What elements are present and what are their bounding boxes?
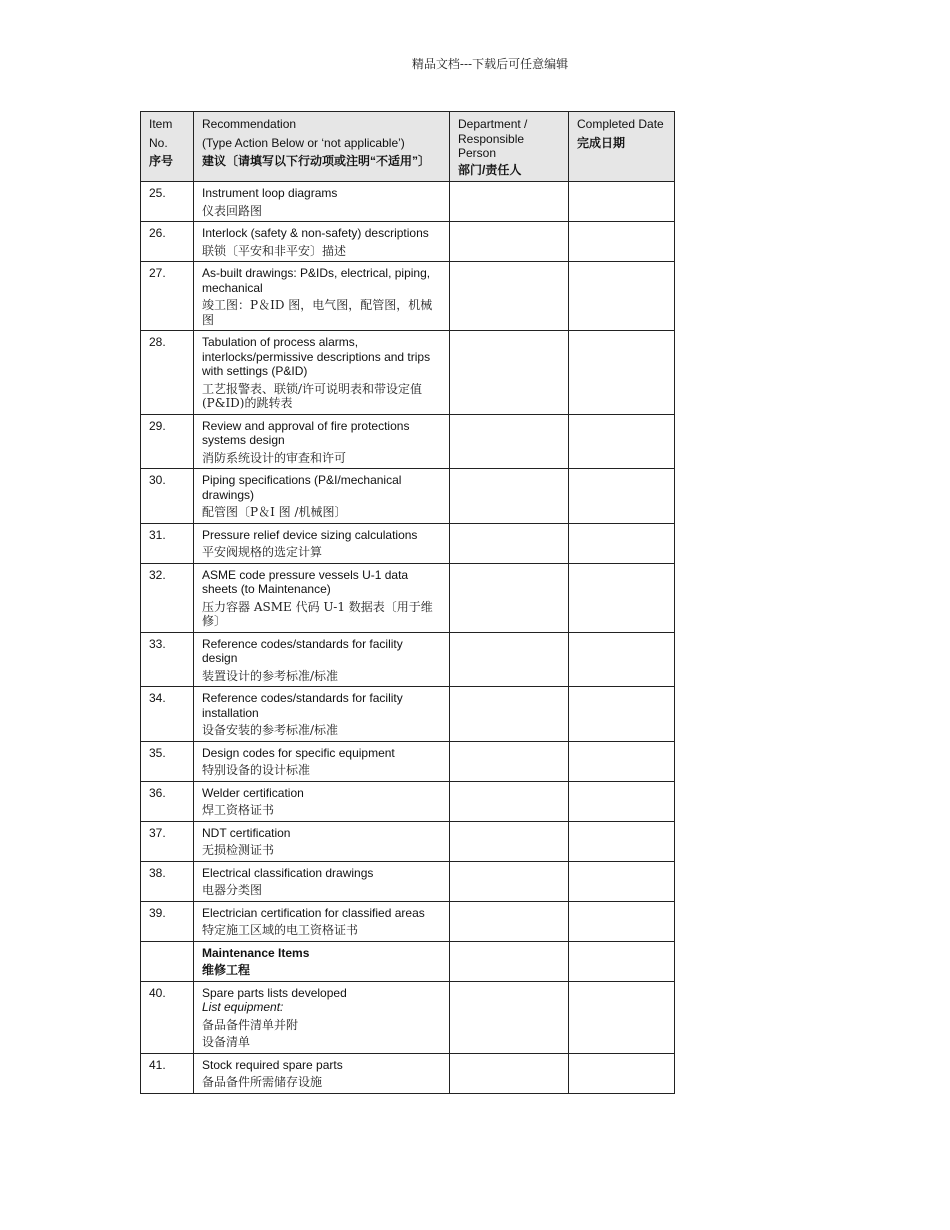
completed-date-cell[interactable] — [569, 632, 675, 687]
recommendation-text-en: As-built drawings: P&IDs, electrical, piping, mechanical — [202, 266, 431, 295]
item-no-cell — [141, 182, 194, 222]
item-number: 34. — [149, 691, 166, 705]
section-title-en: Maintenance Items — [202, 945, 310, 960]
recommendation-text-cn: 装置设计的参考标准/标准 — [202, 668, 339, 683]
recommendation-text-en: Electrical classification drawings — [202, 865, 374, 880]
header-completed-date — [569, 112, 675, 182]
department-cell[interactable] — [450, 469, 569, 524]
department-cell[interactable] — [450, 414, 569, 469]
item-no-cell — [141, 632, 194, 687]
department-cell[interactable] — [450, 901, 569, 941]
item-number: 39. — [149, 905, 166, 920]
header-recommendation-note: (Type Action Below or ‘not applicable’) — [202, 135, 405, 150]
recommendation-text-cn: 设备安装的参考标准/标准 — [202, 723, 339, 737]
recommendation-text-cn: 压力容器 ASME 代码 U-1 数据表〔用于维修〕 — [202, 599, 433, 628]
recommendation-text-cn: 竣工图：P＆ID 图，电气图，配管图，机械图 — [202, 298, 433, 327]
recommendation-text-cn: 联锁〔平安和非平安〕描述 — [202, 243, 347, 258]
recommendation-text-en: Pressure relief device sizing calculations — [202, 527, 418, 542]
section-title-cn: 维修工程 — [202, 963, 251, 977]
recommendation-text-en: ASME code pressure vessels U-1 data sheets (to Maintenance) — [202, 567, 409, 596]
header-completed-cn: 完成日期 — [577, 135, 626, 150]
table-row — [141, 901, 675, 941]
item-number: 26. — [149, 226, 166, 240]
table-row — [141, 262, 675, 331]
completed-date-cell[interactable] — [569, 781, 675, 821]
recommendation-cell — [194, 331, 450, 415]
item-no-cell — [141, 262, 194, 331]
recommendation-text-cn: 电器分类图 — [202, 883, 263, 897]
header-item-no-cn: 序号 — [149, 154, 174, 168]
table-row — [141, 741, 675, 781]
item-no-cell — [141, 821, 194, 861]
department-cell[interactable] — [450, 821, 569, 861]
item-no-cell — [141, 981, 194, 1053]
recommendation-cell — [194, 523, 450, 563]
recommendation-text-en: Electrician certification for classified areas — [202, 905, 425, 920]
recommendation-text-cn: 消防系统设计的审查和许可 — [202, 450, 347, 465]
department-cell[interactable] — [450, 981, 569, 1053]
recommendation-cell — [194, 981, 450, 1053]
item-no-cell — [141, 687, 194, 742]
item-number: 36. — [149, 785, 166, 800]
department-cell[interactable] — [450, 523, 569, 563]
recommendation-note-en: List equipment: — [202, 1000, 284, 1014]
item-number: 37. — [149, 825, 166, 840]
completed-date-cell[interactable] — [569, 1053, 675, 1093]
completed-date-cell[interactable] — [569, 469, 675, 524]
department-cell[interactable] — [450, 262, 569, 331]
header-item-no — [141, 112, 194, 182]
item-no-cell — [141, 331, 194, 415]
item-number: 28. — [149, 335, 166, 349]
section-department-cell — [450, 941, 569, 981]
table-row — [141, 182, 675, 222]
table-row — [141, 331, 675, 415]
recommendation-cell — [194, 741, 450, 781]
item-no-cell — [141, 222, 194, 262]
table-row — [141, 1053, 675, 1093]
recommendation-text-cn: 焊工资格证书 — [202, 803, 275, 817]
section-title-cell — [194, 941, 450, 981]
department-cell[interactable] — [450, 741, 569, 781]
completed-date-cell[interactable] — [569, 901, 675, 941]
recommendation-text-en: Tabulation of process alarms, interlocks/permissive descriptions and trips with settings (P&ID) — [202, 335, 431, 378]
recommendation-cell — [194, 222, 450, 262]
recommendation-text-cn: 备品备件所需储存设施 — [202, 1075, 323, 1089]
item-number: 27. — [149, 266, 166, 280]
recommendation-cell — [194, 414, 450, 469]
table-row — [141, 523, 675, 563]
section-item-no-cell — [141, 941, 194, 981]
completed-date-cell[interactable] — [569, 687, 675, 742]
completed-date-cell[interactable] — [569, 861, 675, 901]
table-row — [141, 687, 675, 742]
section-completed-date-cell — [569, 941, 675, 981]
department-cell[interactable] — [450, 781, 569, 821]
recommendation-text-en: Spare parts lists developed — [202, 985, 347, 1000]
department-cell[interactable] — [450, 563, 569, 632]
department-cell[interactable] — [450, 687, 569, 742]
table-row — [141, 222, 675, 262]
table-row — [141, 414, 675, 469]
department-cell[interactable] — [450, 632, 569, 687]
table-row — [141, 981, 675, 1053]
header-row — [141, 112, 675, 182]
recommendation-cell — [194, 563, 450, 632]
recommendation-text-cn-extra: 设备清单 — [202, 1035, 251, 1049]
header-recommendation-label: Recommendation — [202, 117, 297, 131]
recommendation-text-en: Piping specifications (P&I/mechanical drawings) — [202, 473, 402, 502]
table-row — [141, 861, 675, 901]
table-row — [141, 632, 675, 687]
table-row — [141, 563, 675, 632]
recommendation-text-en: Reference codes/standards for facility design — [202, 636, 403, 665]
recommendation-cell — [194, 469, 450, 524]
recommendation-cell — [194, 1053, 450, 1093]
item-number: 33. — [149, 636, 166, 651]
item-no-cell — [141, 563, 194, 632]
department-cell[interactable] — [450, 182, 569, 222]
recommendation-cell — [194, 901, 450, 941]
table-row — [141, 781, 675, 821]
recommendation-text-en: Instrument loop diagrams — [202, 186, 338, 200]
item-no-cell — [141, 469, 194, 524]
completed-date-cell[interactable] — [569, 523, 675, 563]
checklist-table — [140, 111, 675, 1094]
recommendation-cell — [194, 182, 450, 222]
item-number: 31. — [149, 527, 166, 542]
recommendation-text-cn: 配管图〔P＆I 图 /机械图〕 — [202, 505, 347, 519]
completed-date-cell[interactable] — [569, 821, 675, 861]
header-department — [450, 112, 569, 182]
recommendation-text-en: Review and approval of fire protections systems design — [202, 418, 410, 447]
item-number: 35. — [149, 745, 166, 760]
header-department-label: Department / Responsible Person — [458, 117, 528, 160]
item-number: 25. — [149, 186, 166, 200]
item-number: 29. — [149, 418, 166, 433]
item-no-cell — [141, 414, 194, 469]
header-recommendation-cn: 建议〔请填写以下行动项或注明“不适用”〕 — [202, 154, 431, 168]
header-department-cn: 部门/责任人 — [458, 162, 522, 177]
header-completed-label: Completed Date — [577, 117, 664, 131]
table-row — [141, 821, 675, 861]
recommendation-text-en: NDT certification — [202, 825, 291, 840]
table-header — [141, 112, 675, 182]
item-number: 38. — [149, 865, 166, 880]
recommendation-text-cn: 特别设备的设计标准 — [202, 763, 311, 777]
item-no-cell — [141, 523, 194, 563]
header-recommendation — [194, 112, 450, 182]
recommendation-text-cn: 备品备件清单并附 — [202, 1017, 299, 1032]
section-row-maintenance — [141, 941, 675, 981]
completed-date-cell[interactable] — [569, 981, 675, 1053]
recommendation-text-en: Reference codes/standards for facility installation — [202, 691, 403, 720]
item-no-cell — [141, 741, 194, 781]
department-cell[interactable] — [450, 331, 569, 415]
completed-date-cell[interactable] — [569, 182, 675, 222]
recommendation-text-cn: 工艺报警表、联锁/许可说明表和带设定值(P&ID)的跳转表 — [202, 381, 423, 410]
recommendation-text-cn: 仪表回路图 — [202, 203, 263, 218]
header-no-label: No. — [149, 135, 168, 150]
header-item-label: Item — [149, 117, 173, 131]
recommendation-cell — [194, 262, 450, 331]
table-body — [141, 182, 675, 1094]
completed-date-cell[interactable] — [569, 563, 675, 632]
completed-date-cell[interactable] — [569, 262, 675, 331]
recommendation-cell — [194, 687, 450, 742]
recommendation-text-en: Design codes for specific equipment — [202, 745, 395, 760]
item-no-cell — [141, 901, 194, 941]
department-cell[interactable] — [450, 861, 569, 901]
recommendation-text-en: Interlock (safety & non-safety) descriptions — [202, 226, 429, 240]
item-no-cell — [141, 781, 194, 821]
recommendation-text-en: Stock required spare parts — [202, 1057, 343, 1072]
item-no-cell — [141, 1053, 194, 1093]
recommendation-cell — [194, 861, 450, 901]
recommendation-cell — [194, 781, 450, 821]
item-number: 30. — [149, 473, 166, 487]
recommendation-cell — [194, 632, 450, 687]
item-number: 32. — [149, 567, 166, 582]
recommendation-text-cn: 特定施工区域的电工资格证书 — [202, 923, 359, 937]
table-row — [141, 469, 675, 524]
completed-date-cell[interactable] — [569, 331, 675, 415]
completed-date-cell[interactable] — [569, 414, 675, 469]
item-number: 40. — [149, 985, 166, 1000]
item-number: 41. — [149, 1057, 166, 1072]
completed-date-cell[interactable] — [569, 222, 675, 262]
recommendation-text-en: Welder certification — [202, 785, 304, 800]
recommendation-cell — [194, 821, 450, 861]
recommendation-text-cn: 平安阀规格的选定计算 — [202, 545, 323, 559]
completed-date-cell[interactable] — [569, 741, 675, 781]
item-no-cell — [141, 861, 194, 901]
department-cell[interactable] — [450, 222, 569, 262]
department-cell[interactable] — [450, 1053, 569, 1093]
recommendation-text-cn: 无损检测证书 — [202, 843, 275, 857]
page-header: 精品文档---下载后可任意编辑 — [411, 57, 569, 71]
